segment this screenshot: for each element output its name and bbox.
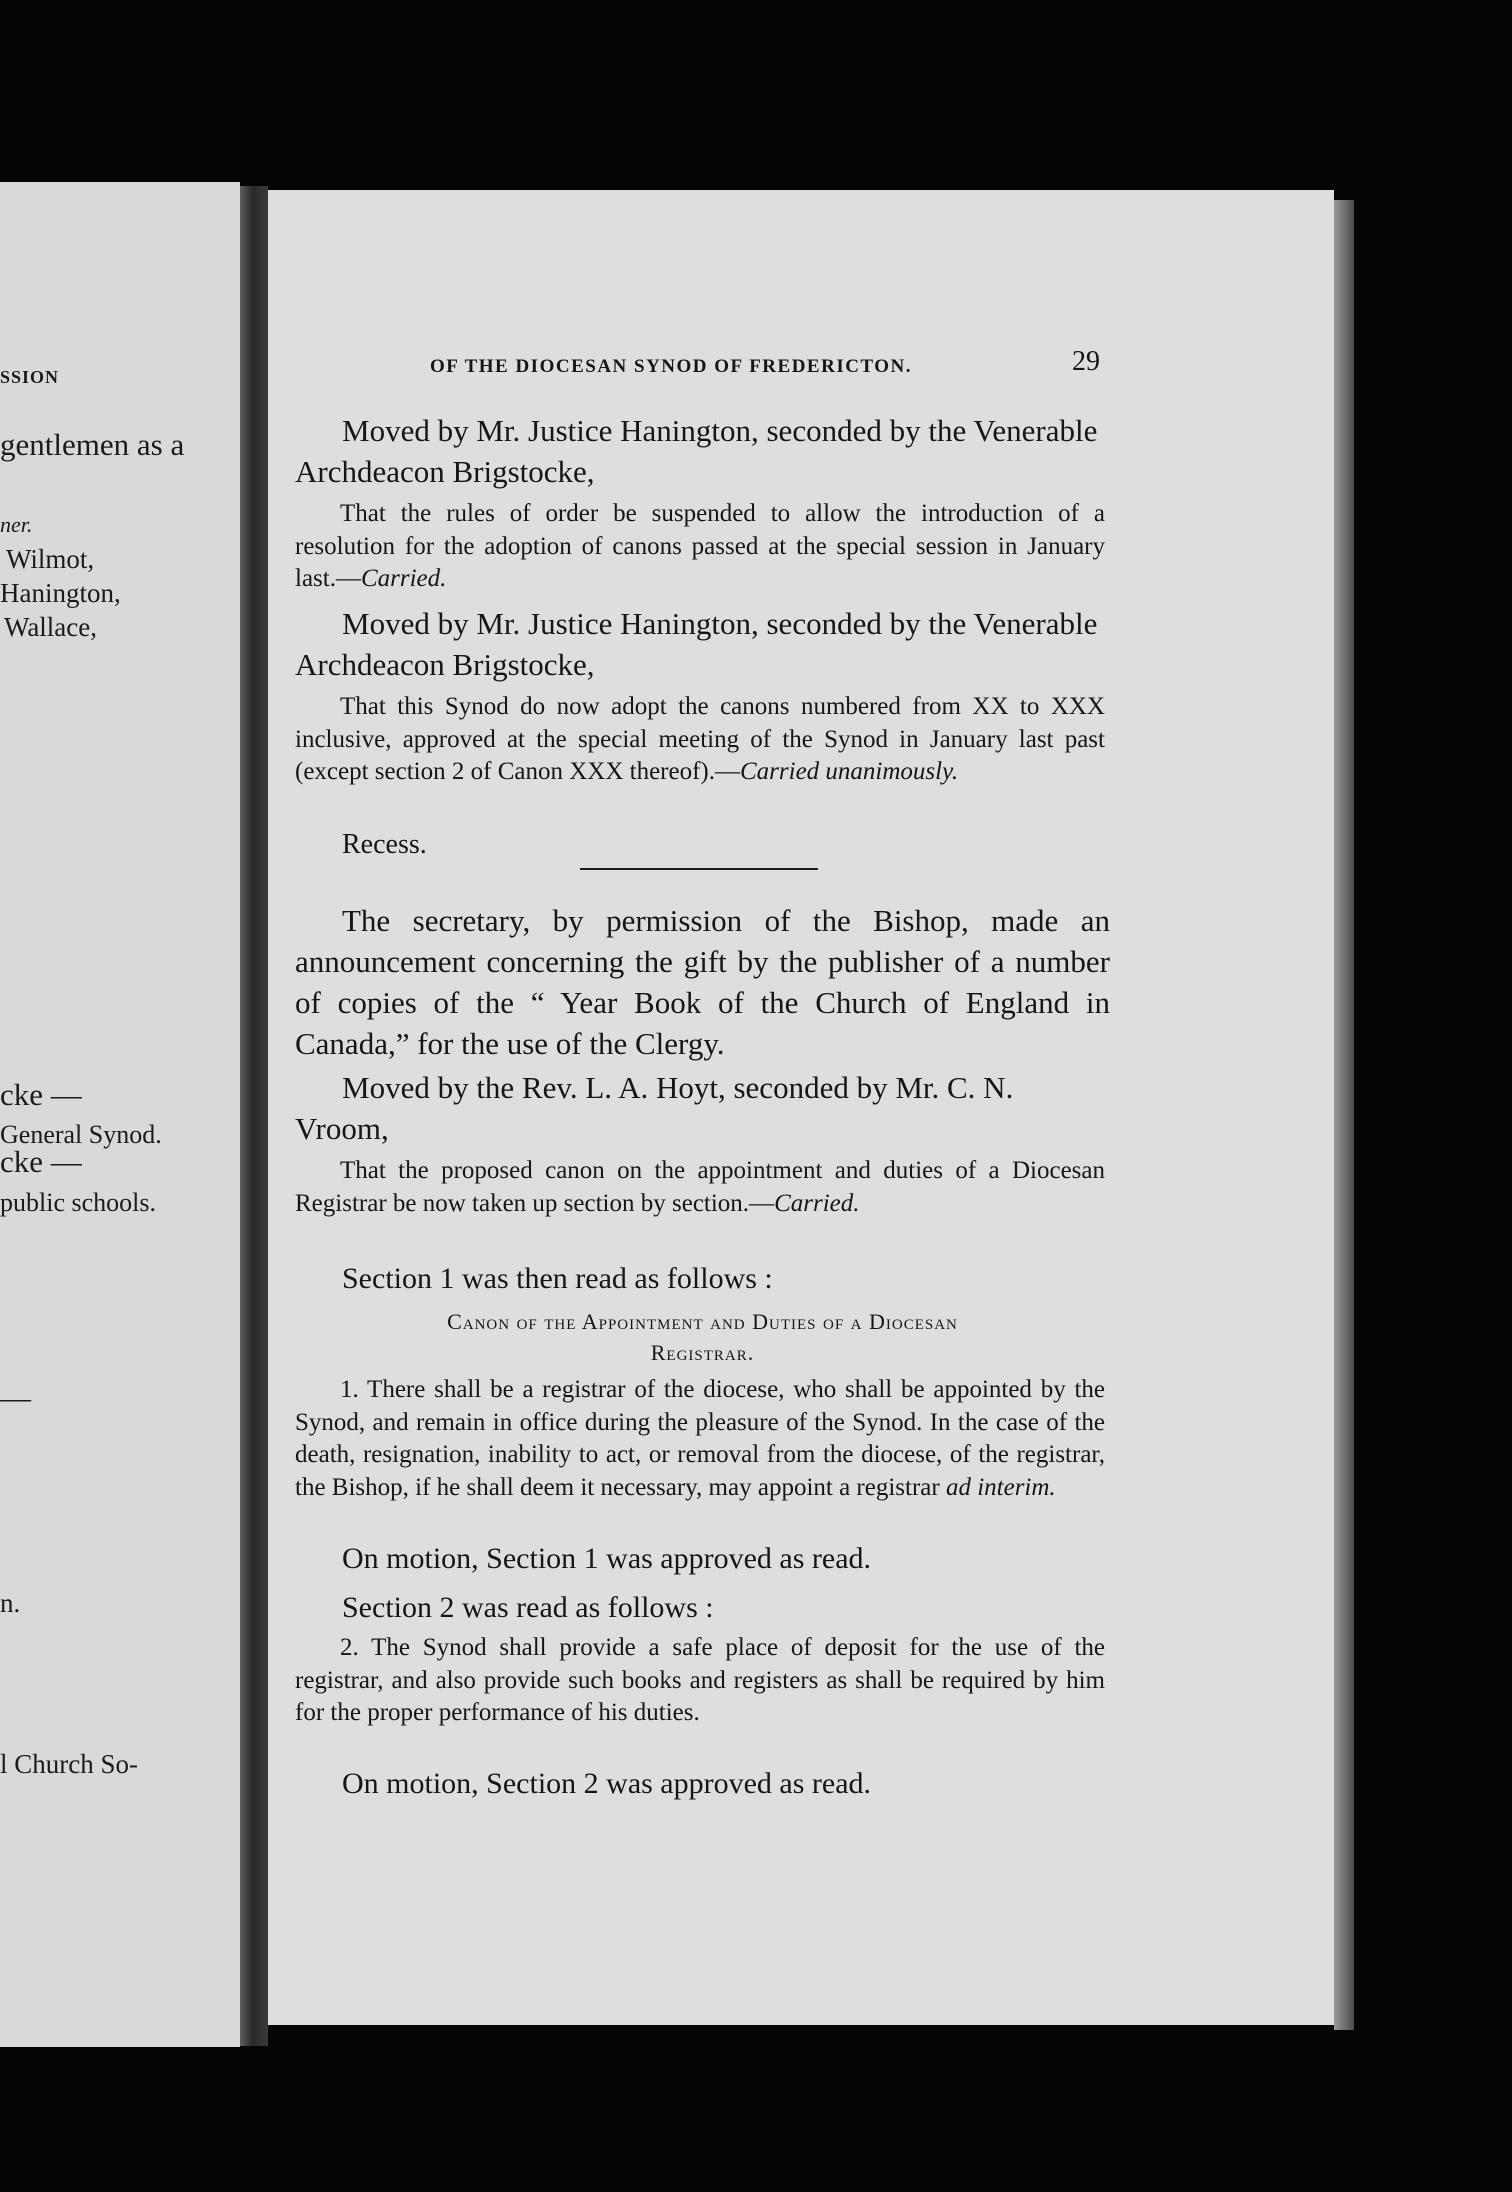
resolution-result: Carried. — [360, 565, 447, 592]
page-number: 29 — [1072, 346, 1100, 377]
announcement-paragraph: The secretary, by permission of the Bishop, made an announcement concerning the gift by the publisher of a number of copies of the “ Year Book of the Church of England in Canada,” for the use of the Clergy. — [295, 903, 1110, 1061]
left-line: n. — [0, 1588, 21, 1618]
left-line: l Church So- — [0, 1749, 138, 1779]
left-line: ner. — [0, 512, 33, 537]
canon-section-text — [295, 1374, 1105, 1504]
left-line: public schools. — [0, 1188, 156, 1217]
motion-paragraph: Moved by the Rev. L. A. Hoyt, seconded by Mr. C. N. Vroom, — [295, 1070, 1014, 1146]
left-line: — — [0, 1380, 31, 1415]
canon-heading-line: Canon of the Appointment and Duties of a Diocesan — [447, 1309, 958, 1334]
resolution-paragraph — [295, 691, 1105, 789]
section-text: 1. There shall be a registrar of the diocese, who shall be appointed by the Synod, and remain in office during the pleasure of the Synod. In the case of the death, resignation, inability to act, or removal from the diocese, of the registrar, the Bishop, if he shall deem it necessary, may appoint a registrar — [295, 1376, 1105, 1501]
left-line: General Synod. — [0, 1120, 162, 1149]
left-line: gentlemen as a — [0, 427, 185, 462]
canon-heading-line: Registrar. — [650, 1340, 755, 1365]
motion-paragraph: Moved by Mr. Justice Hanington, seconded by the Venerable Archdeacon Brigstocke, — [295, 413, 1098, 489]
motion-paragraph: Moved by Mr. Justice Hanington, seconded by the Venerable Archdeacon Brigstocke, — [295, 606, 1098, 682]
resolution-result: Carried. — [774, 1189, 860, 1217]
book-gutter — [240, 186, 268, 2046]
resolution-text: That this Synod do now adopt the canons numbered from XX to XXX inclusive, approved at the special meeting of the Synod in January last past (except section 2 of Canon XXX thereof).— — [295, 693, 1105, 785]
section-intro: Section 2 was read as follows : — [342, 1591, 714, 1624]
left-line: Wilmot, — [6, 544, 95, 574]
left-line: cke — — [0, 1144, 82, 1179]
page-edge — [1334, 200, 1354, 2030]
left-line: Wallace, — [4, 612, 98, 642]
resolution-paragraph — [295, 1155, 1105, 1220]
resolution-text: That the proposed canon on the appointment and duties of a Diocesan Registrar be now taken up section by section.— — [295, 1157, 1105, 1217]
resolution-text: That the rules of order be suspended to allow the introduction of a resolution for the adoption of canons passed at the special session in January last.— — [295, 500, 1105, 592]
running-head: OF THE DIOCESAN SYNOD OF FREDERICTON. — [430, 356, 913, 377]
resolution-result: Carried unanimously. — [740, 758, 959, 785]
canon-section-text: 2. The Synod shall provide a safe place of deposit for the use of the registrar, and also provide such books and registers as shall be required by him for the proper performance of his duties. — [295, 1634, 1105, 1726]
left-line: Hanington, — [0, 578, 121, 608]
left-facing-page — [0, 182, 240, 2047]
left-running-head: SSION — [0, 367, 60, 387]
section-italic: ad interim. — [945, 1473, 1056, 1501]
section-intro: Section 1 was then read as follows : — [342, 1262, 773, 1295]
left-line: cke — — [0, 1077, 82, 1112]
recess-line: Recess. — [342, 829, 427, 860]
approval-line: On motion, Section 2 was approved as read. — [342, 1767, 872, 1800]
approval-line: On motion, Section 1 was approved as read. — [342, 1542, 872, 1575]
resolution-paragraph — [295, 498, 1105, 596]
section-divider — [580, 868, 818, 870]
canon-heading — [295, 1306, 1110, 1368]
